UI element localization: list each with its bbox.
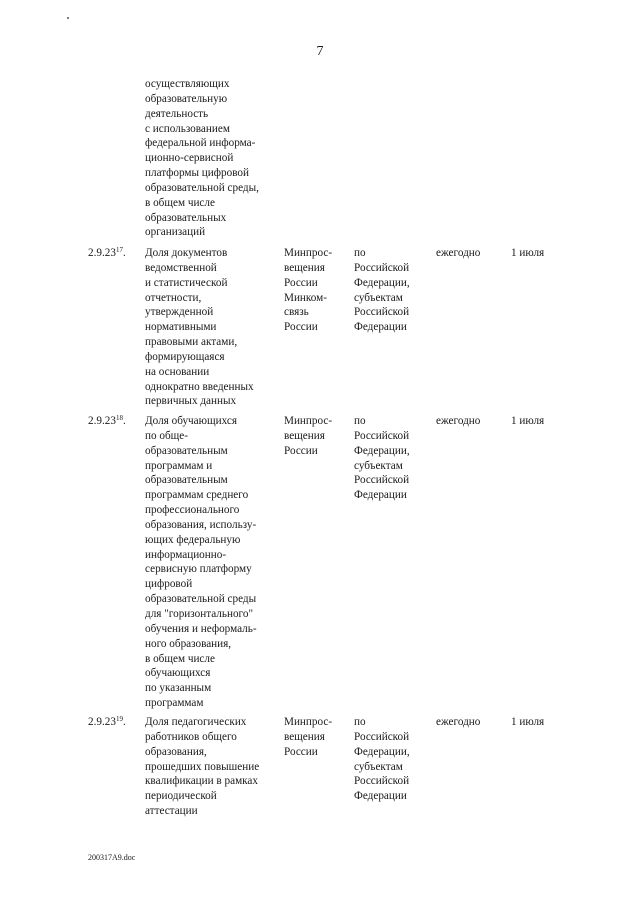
row-3-level: по Российской Федерации, субъектам Российской Федерации [354,716,410,803]
row-3-number-text: 2.9.23 [88,716,116,728]
row-2-date: 1 июля [511,415,545,427]
row-0-description: осуществляющих образовательную деятельность с использованием федеральной информа- ционно-сервисной платформы цифровой образовательной среды, в общем числе образовательных организаций [145,78,259,239]
page-number: 7 [316,44,324,59]
row-3-department: Минпрос- вещения России [284,716,333,758]
row-1-number-text: 2.9.23 [88,247,116,259]
scan-speck [67,17,69,19]
row-1-description: Доля документов ведомственной и статистической отчетности, утвержденной нормативными правовыми актами, формирующаяся на основании однократно введенных первичных данных [145,247,254,408]
row-1-frequency: ежегодно [436,247,481,259]
document-filename: 200317A9.doc [88,853,136,862]
row-3-number: 2.9.23$^{19}$. [88,715,126,728]
row-3-date: 1 июля [511,716,545,728]
row-3-number-sup: 19 [115,715,123,723]
row-2-number-sup: 18 [115,414,123,422]
row-3-frequency: ежегодно [436,716,481,728]
row-2-department: Минпрос- вещения России [284,415,333,457]
row-2-description: Доля обучающихся по обще- образовательным программам и образовательным программам среднего профессионального образования, использу- ющих федеральную информационно- сервисную платформу цифровой образовательной среды для "горизонтального" обучения и неформаль- ного образования, в общем числе обучающихся по указанным программам [145,415,257,710]
row-2-frequency: ежегодно [436,415,481,427]
row-3-description: Доля педагогических работников общего образования, прошедших повышение квалификации в рамках периодической аттестации [145,716,260,818]
row-1-level: по Российской Федерации, субъектам Российской Федерации [354,247,410,334]
row-2-number: 2.9.23$^{18}$. [88,414,126,427]
row-2-level: по Российской Федерации, субъектам Российской Федерации [354,415,410,502]
row-1-number: 2.9.23$^{17}$. [88,246,126,259]
row-2-number-text: 2.9.23 [88,415,116,427]
row-1-number-sup: 17 [115,246,123,254]
row-1-date: 1 июля [511,247,545,259]
row-1-department: Минпрос- вещения России Минком- связь России [284,247,333,334]
